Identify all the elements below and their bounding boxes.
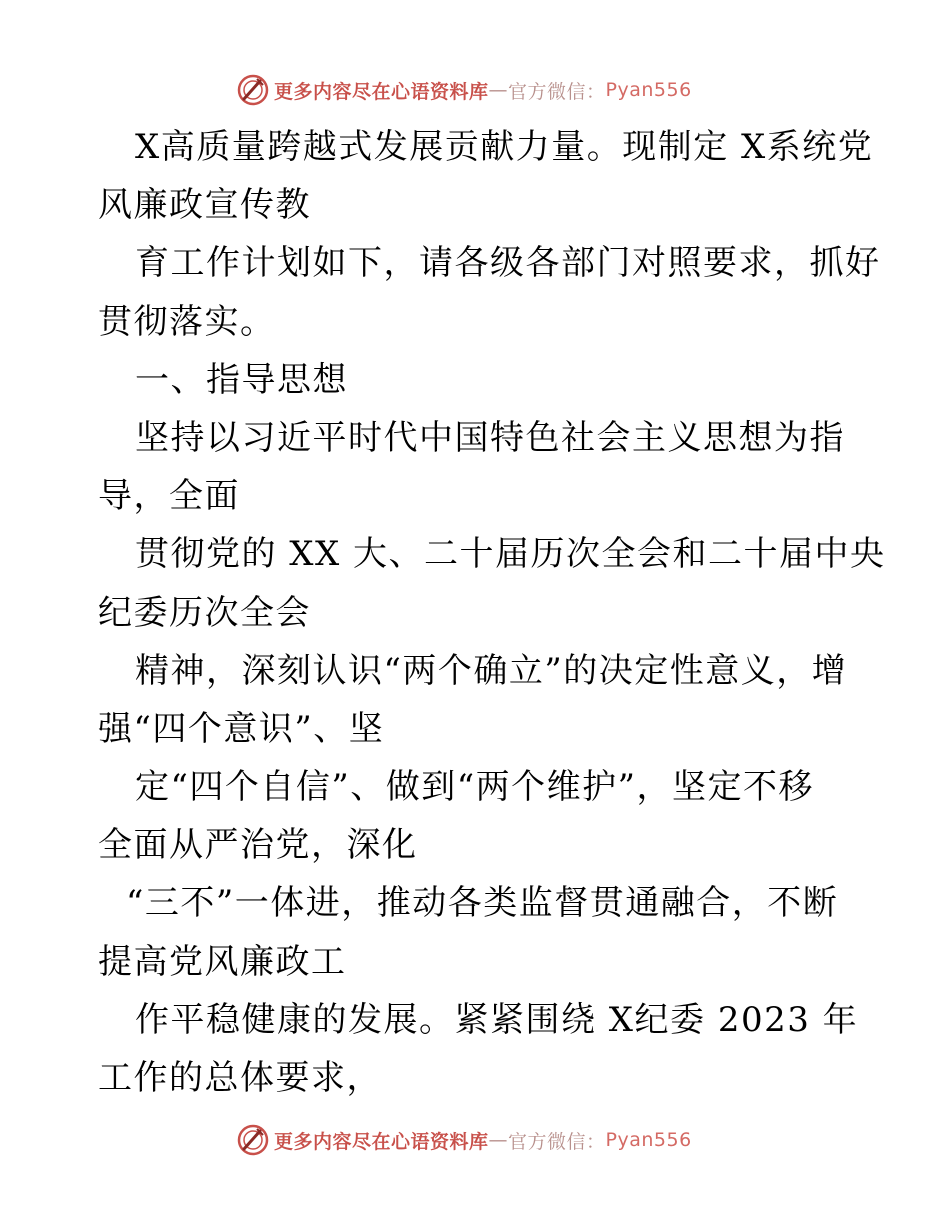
document-body xyxy=(98,118,886,1107)
footer-watermark xyxy=(236,1120,716,1160)
watermark-separator: — xyxy=(488,79,509,101)
text-line: 强“四个意识”、坚 xyxy=(98,708,385,749)
text-line: 工作的总体要求， xyxy=(98,1058,382,1098)
text-line: 育工作计划如下，请各级各部门对照要求，抓好 xyxy=(135,243,881,284)
watermark-sub-text: 官方微信： xyxy=(508,80,606,103)
watermark-wechat-id: Pyan556 xyxy=(605,79,692,101)
text-line: 提高党风廉政工 xyxy=(98,941,347,982)
text-line: 纪委历次全会 xyxy=(98,592,311,633)
watermark-wechat-id: Pyan556 xyxy=(605,1129,692,1151)
text-line: 贯彻落实。 xyxy=(98,301,276,342)
text-line: “三不”一体进，推动各类监督贯通融合，不断 xyxy=(126,883,839,924)
text-line: 精神，深刻认识“两个确立”的决定性意义，增 xyxy=(135,650,848,691)
section-heading: 一、指导思想 xyxy=(135,359,348,400)
seal-logo-icon xyxy=(236,1123,270,1157)
text-line: 全面从严治党，深化 xyxy=(98,825,418,866)
seal-logo-icon xyxy=(236,73,270,107)
watermark-sub-text: 官方微信： xyxy=(508,1130,606,1153)
text-line: 风廉政宣传教 xyxy=(98,185,311,226)
text-line: 贯彻党的 XX 大、二十届历次全会和二十届中央 xyxy=(135,534,886,575)
watermark-separator: — xyxy=(488,1129,509,1151)
watermark-main-text: 更多内容尽在心语资料库 xyxy=(274,1130,489,1153)
header-watermark xyxy=(236,70,716,110)
text-line: X高质量跨越式发展贡献力量。现制定 X系统党 xyxy=(135,127,874,167)
text-line: 作平稳健康的发展。紧紧围绕 X纪委 2023 年 xyxy=(135,999,859,1040)
watermark-main-text: 更多内容尽在心语资料库 xyxy=(274,80,489,103)
text-line: 坚持以习近平时代中国特色社会主义思想为指 xyxy=(135,417,845,458)
text-line: 定“四个自信”、做到“两个维护”，坚定不移 xyxy=(135,767,815,808)
text-line: 导，全面 xyxy=(98,476,240,517)
